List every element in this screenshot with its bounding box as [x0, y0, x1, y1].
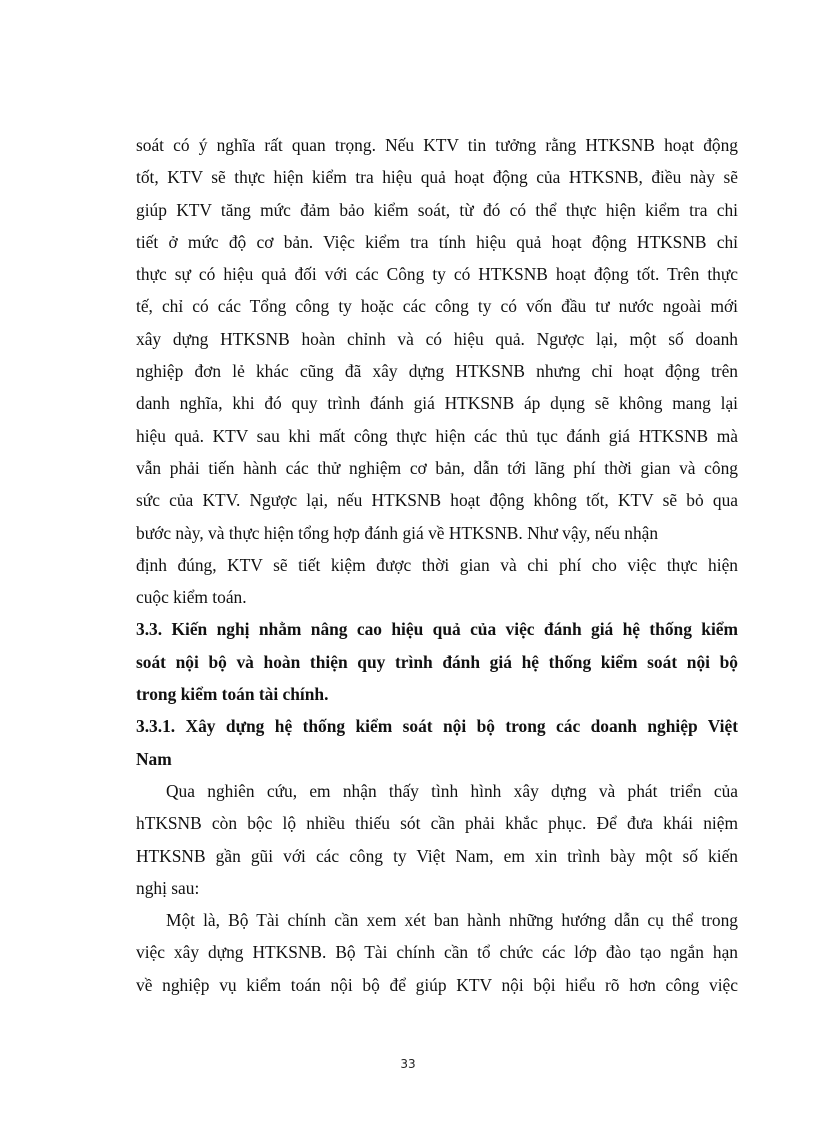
- text-line: tốt, KTV sẽ thực hiện kiểm tra hiệu quả hoạt động của HTKSNB, điều này sẽ: [136, 167, 738, 188]
- text-line: thực sự có hiệu quả đối với các Công ty có HTKSNB hoạt động tốt. Trên thực: [136, 264, 738, 285]
- text-line: giúp KTV tăng mức đảm bảo kiểm soát, từ đó có thể thực hiện kiểm tra chi: [136, 199, 738, 220]
- page-number: 33: [400, 1057, 416, 1071]
- heading-line: 3.3. Kiến nghị nhằm nâng cao hiệu quả của việc đánh giá hệ thống kiểm: [136, 619, 738, 640]
- text-line: việc xây dựng HTKSNB. Bộ Tài chính cần tổ chức các lớp đào tạo ngắn hạn: [136, 942, 738, 963]
- text-line: hTKSNB còn bộc lộ nhiều thiếu sót cần phải khắc phục. Để đưa khái niệm: [136, 813, 738, 834]
- text-line: Một là, Bộ Tài chính cần xem xét ban hành những hướng dẫn cụ thể trong: [166, 910, 738, 931]
- text-line: Qua nghiên cứu, em nhận thấy tình hình xây dựng và phát triển của: [166, 780, 738, 801]
- text-line: vẫn phải tiến hành các thử nghiệm cơ bản, dẫn tới lãng phí thời gian và công: [136, 457, 738, 478]
- section-heading-3-3: [136, 613, 738, 710]
- text-line: soát có ý nghĩa rất quan trọng. Nếu KTV tin tưởng rằng HTKSNB hoạt động: [136, 135, 738, 155]
- paragraph-research-findings: [136, 775, 738, 904]
- heading-line: soát nội bộ và hoàn thiện quy trình đánh giá hệ thống kiểm soát nội bộ: [136, 651, 738, 672]
- section-heading-3-3-1: [136, 710, 738, 775]
- text-line: hiệu quả. KTV sau khi mất công thực hiện các thủ tục đánh giá HTKSNB mà: [136, 425, 738, 446]
- text-line: bước này, và thực hiện tổng hợp đánh giá về HTKSNB. Như vậy, nếu nhận: [136, 522, 659, 543]
- paragraph-recommendation-one: [136, 904, 738, 1001]
- heading-line: trong kiểm toán tài chính.: [136, 684, 329, 705]
- page-body: [136, 129, 738, 1001]
- text-line: sức của KTV. Ngược lại, nếu HTKSNB hoạt động không tốt, KTV sẽ bỏ qua: [136, 490, 738, 511]
- text-line: danh nghĩa, khi đó quy trình đánh giá HTKSNB áp dụng sẽ không mang lại: [136, 393, 738, 414]
- text-line: HTKSNB gần gũi với các công ty Việt Nam, em xin trình bày một số kiến: [136, 845, 738, 866]
- text-line: tiết ở mức độ cơ bản. Việc kiểm tra tính hiệu quả hoạt động HTKSNB chỉ: [136, 231, 738, 252]
- text-line: về nghiệp vụ kiểm toán nội bộ để giúp KTV nội bội hiểu rõ hơn công việc: [136, 974, 738, 995]
- text-line: cuộc kiểm toán.: [136, 587, 247, 608]
- heading-line: 3.3.1. Xây dựng hệ thống kiểm soát nội bộ trong các doanh nghiệp Việt: [136, 716, 738, 737]
- text-line: tế, chỉ có các Tổng công ty hoặc các công ty có vốn đầu tư nước ngoài mới: [136, 296, 738, 317]
- text-line: nghị sau:: [136, 877, 200, 898]
- heading-line: Nam: [136, 748, 172, 769]
- text-line: xây dựng HTKSNB hoàn chỉnh và có hiệu quả. Ngược lại, một số doanh: [136, 328, 738, 349]
- text-line: nghiệp đơn lẻ khác cũng đã xây dựng HTKSNB nhưng chỉ hoạt động trên: [136, 361, 738, 382]
- text-line: định đúng, KTV sẽ tiết kiệm được thời gian và chi phí cho việc thực hiện: [136, 554, 738, 575]
- paragraph-continuation: [136, 129, 738, 613]
